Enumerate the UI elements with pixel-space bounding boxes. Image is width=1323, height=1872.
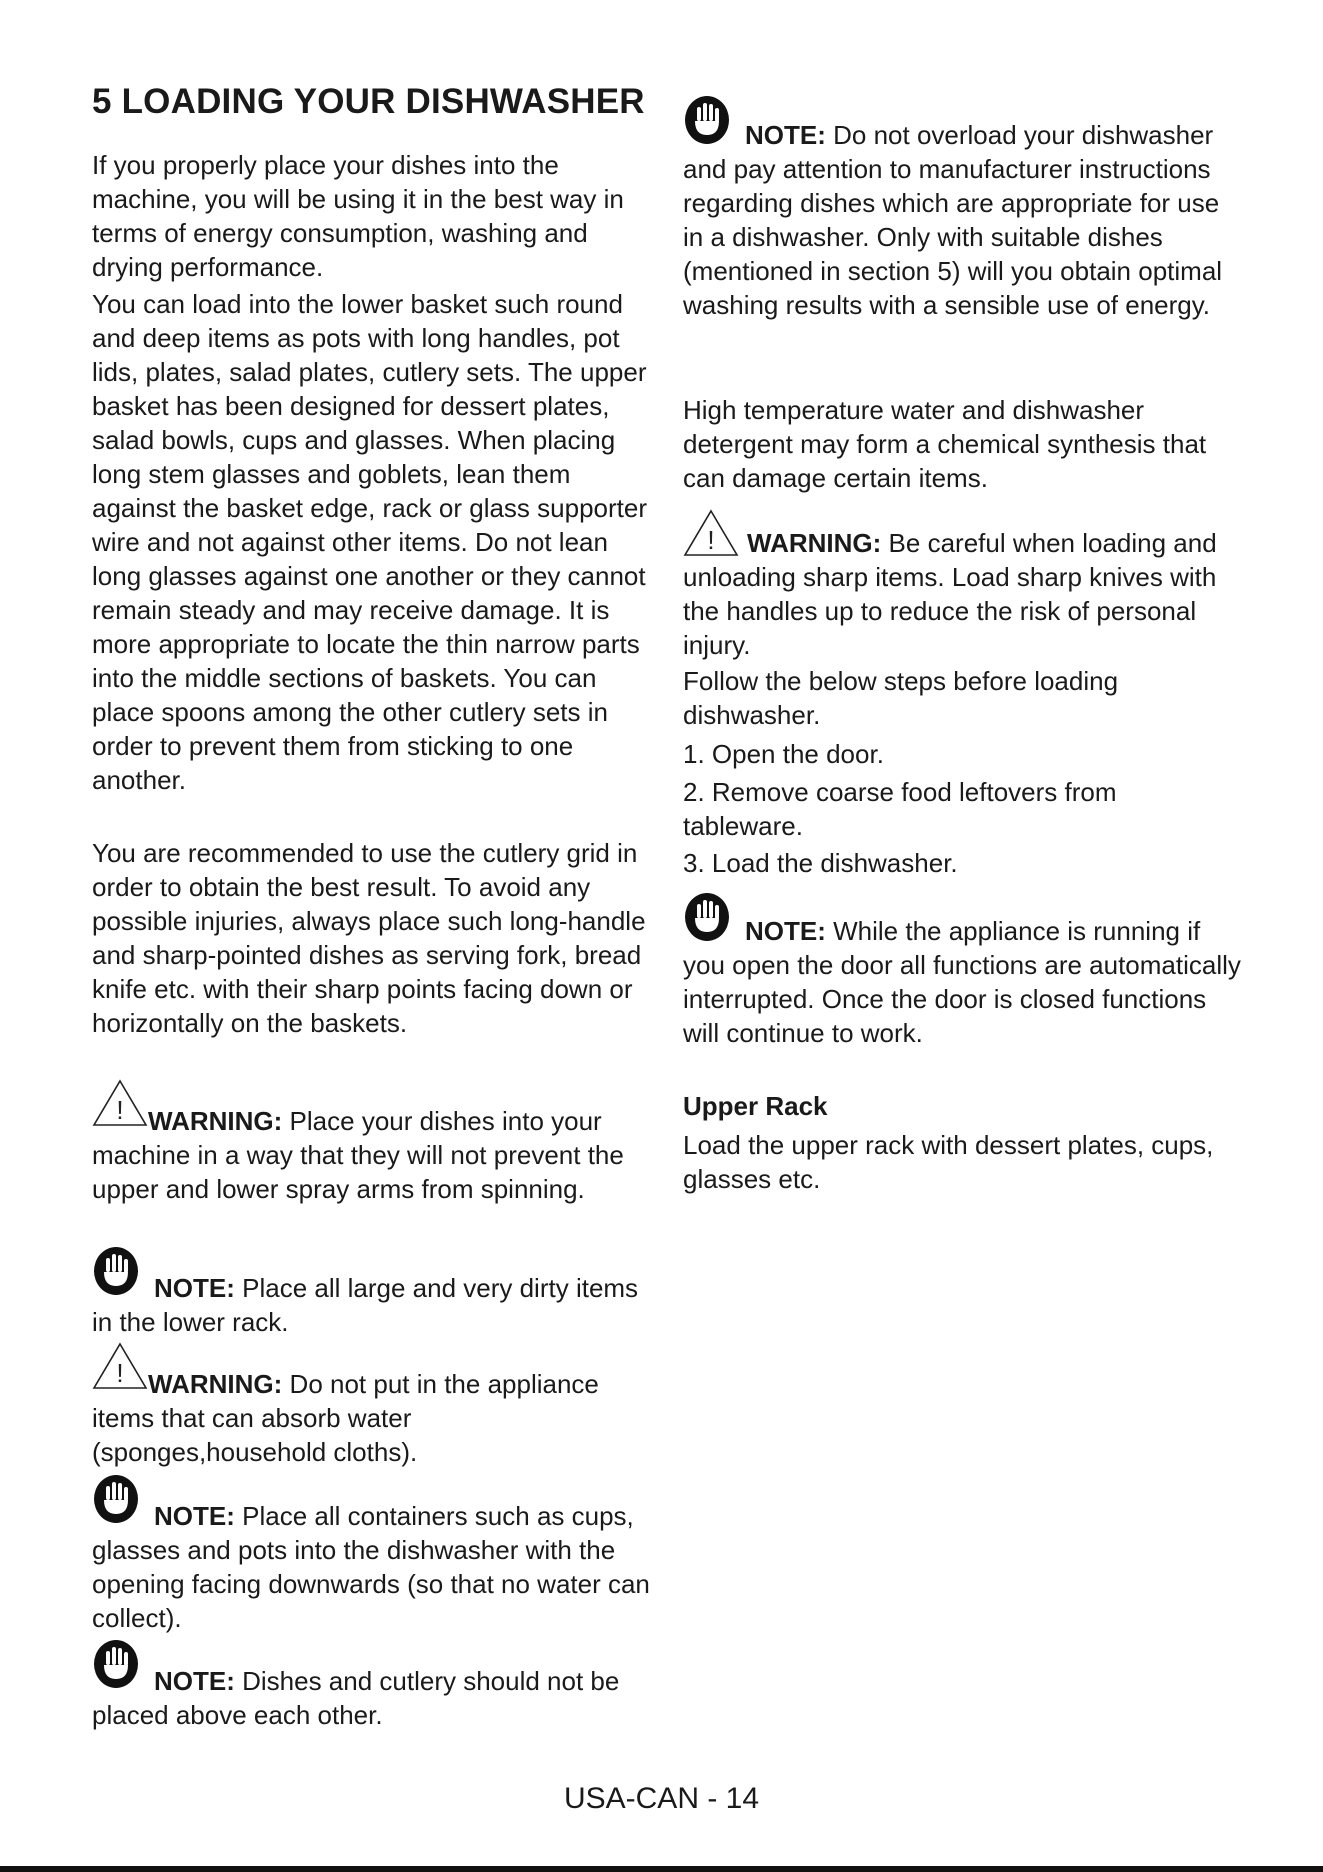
- svg-text:!: !: [116, 1358, 124, 1388]
- note-body: Dishes and cutlery should not be placed above each other.: [92, 1666, 620, 1730]
- note-text: [683, 914, 1243, 1050]
- hand-stop-icon: [92, 1637, 140, 1693]
- note-text: [92, 1271, 652, 1339]
- note-block: [92, 1637, 652, 1732]
- high-temperature-paragraph: High temperature water and dishwasher detergent may form a chemical synthesis that can damage certain items.: [683, 395, 1207, 493]
- note-text: [683, 118, 1243, 322]
- warning-block: [683, 508, 1243, 662]
- note-text: [92, 1664, 652, 1732]
- warning-block: [92, 1078, 652, 1206]
- hand-stop-icon: [683, 890, 731, 946]
- step-item: 2. Remove coarse food leftovers from tableware.: [683, 777, 1117, 841]
- warning-label: WARNING:: [148, 1106, 283, 1136]
- note-body: While the appliance is running if you open the door all functions are automatically interrupted. Once the door is closed functions will continue to work.: [683, 916, 1241, 1048]
- warning-text: [683, 526, 1243, 662]
- svg-text:!: !: [116, 1095, 124, 1125]
- page-footer: USA-CAN - 14: [563, 1782, 760, 1815]
- note-body: Place all containers such as cups, glasses and pots into the dishwasher with the opening facing downwards (so that no water can collect).: [92, 1501, 650, 1633]
- warning-triangle-icon: [683, 508, 739, 558]
- warning-block: [92, 1341, 652, 1469]
- hand-stop-icon: [92, 1244, 140, 1300]
- warning-text: [92, 1367, 652, 1469]
- hand-stop-icon: [683, 93, 731, 149]
- note-label: NOTE:: [154, 1666, 235, 1696]
- note-block: [683, 890, 1243, 1050]
- upper-rack-heading: Upper Rack: [683, 1091, 828, 1121]
- note-block: [683, 93, 1243, 322]
- warning-triangle-icon: [92, 1341, 148, 1391]
- note-label: NOTE:: [745, 120, 826, 150]
- svg-text:!: !: [707, 525, 715, 555]
- warning-body: Place your dishes into your machine in a way that they will not prevent the upper and lower spray arms from spinning.: [92, 1106, 624, 1204]
- intro-paragraph: If you properly place your dishes into the machine, you will be using it in the best way in terms of energy consumption, washing and drying performance.: [92, 150, 624, 282]
- bottom-rule: [0, 1866, 1323, 1872]
- warning-label: WARNING:: [747, 528, 882, 558]
- note-block: [92, 1244, 652, 1339]
- page-title: 5 LOADING YOUR DISHWASHER: [92, 82, 645, 121]
- note-label: NOTE:: [745, 916, 826, 946]
- warning-label: WARNING:: [148, 1369, 283, 1399]
- upper-rack-paragraph: Load the upper rack with dessert plates, cups, glasses etc.: [683, 1130, 1214, 1194]
- step-item: 1. Open the door.: [683, 739, 884, 769]
- note-text: [92, 1499, 652, 1635]
- warning-triangle-icon: [92, 1078, 148, 1128]
- step-item: 3. Load the dishwasher.: [683, 848, 958, 878]
- warning-body: Be careful when loading and unloading sharp items. Load sharp knives with the handles up to reduce the risk of personal injury.: [683, 528, 1217, 660]
- steps-intro-paragraph: Follow the below steps before loading dishwasher.: [683, 666, 1119, 730]
- warning-body: Do not put in the appliance items that can absorb water (sponges,household cloths).: [92, 1369, 599, 1467]
- note-label: NOTE:: [154, 1501, 235, 1531]
- cutlery-grid-paragraph: You are recommended to use the cutlery grid in order to obtain the best result. To avoid any possible injuries, always place such long-handle and sharp-pointed dishes as serving fork, bread knife etc. with their sharp points facing down or horizontally on the baskets.: [92, 838, 646, 1038]
- note-body: Do not overload your dishwasher and pay attention to manufacturer instructions regarding dishes which are appropriate for use in a dishwasher. Only with suitable dishes (mentioned in section 5) will you obtain optimal washing results with a sensible use of energy.: [683, 120, 1223, 320]
- note-block: [92, 1472, 652, 1635]
- hand-stop-icon: [92, 1472, 140, 1528]
- lower-basket-paragraph: You can load into the lower basket such round and deep items as pots with long handles, pot lids, plates, salad plates, cutlery sets. The upper basket has been designed for dessert plates, salad bowls, cups and glasses. When placing long stem glasses and goblets, lean them against the basket edge, rack or glass supporter wire and not against other items. Do not lean long glasses against one another or they cannot remain steady and may receive damage. It is more appropriate to locate the thin narrow parts into the middle sections of baskets. You can place spoons among the other cutlery sets in order to prevent them from sticking to one another.: [92, 289, 647, 795]
- note-label: NOTE:: [154, 1273, 235, 1303]
- warning-text: [92, 1104, 652, 1206]
- note-body: Place all large and very dirty items in the lower rack.: [92, 1273, 639, 1337]
